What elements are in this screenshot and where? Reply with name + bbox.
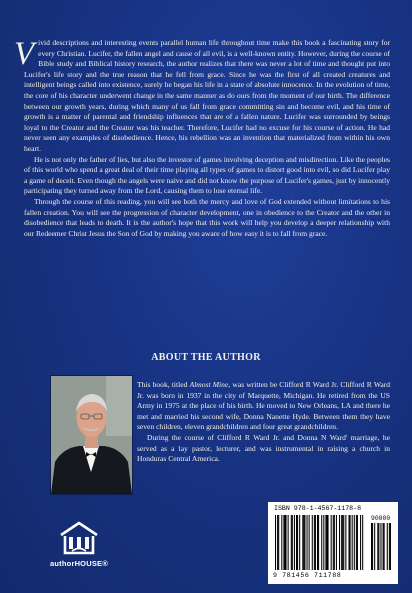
barcode-bar <box>345 515 346 570</box>
barcode-bar <box>339 515 340 570</box>
price-barcode-bar <box>390 523 391 570</box>
barcode-bar <box>341 515 342 570</box>
barcode-bar <box>309 515 310 570</box>
barcode-bar <box>291 515 292 570</box>
barcode-bar <box>325 515 326 570</box>
barcode-bar <box>304 515 305 570</box>
barcode-bar <box>336 515 337 570</box>
barcode-bar <box>314 515 315 570</box>
barcode-bar <box>352 515 353 570</box>
barcode-bar <box>357 515 358 570</box>
price-barcode-bar <box>371 523 372 570</box>
description-paragraph-2: He is not only the father of lies, but also the investor of games involving deception and misdirection. Like the peoples of this world who spend a great deal of their time playing all types of games to distort good into evil, so did Lucifer play a game of deceit. Even though the angels were naive and did not know the purpose of Lucifer's games, just by innocently participating they turned away from the Lord, causing them to lose eternal life. <box>24 154 390 196</box>
publisher-name: authorHOUSE® <box>50 559 108 568</box>
price-code: 90000 <box>371 515 391 522</box>
book-title: Almost Mine <box>189 380 229 389</box>
price-barcode-bar <box>372 523 373 570</box>
barcode-bar <box>312 515 313 570</box>
barcode-bar <box>307 515 308 570</box>
author-portrait-illustration <box>51 376 132 494</box>
barcode-bar <box>292 515 293 570</box>
authorhouse-house-icon <box>46 515 112 559</box>
barcode-bar <box>286 515 287 570</box>
barcode-bar <box>318 515 319 570</box>
barcode-bar <box>334 515 335 570</box>
barcode-bar <box>299 515 300 570</box>
barcode-bar <box>323 515 324 570</box>
barcode-bar <box>284 515 285 570</box>
barcode-bar <box>281 515 282 570</box>
barcode-bar <box>354 515 355 570</box>
barcode-bar <box>283 515 284 570</box>
barcode-bar <box>296 515 297 570</box>
price-barcode-bar <box>374 523 375 570</box>
barcode-bar <box>297 515 298 570</box>
isbn-label: ISBN 978-1-4567-1178-8 <box>274 505 362 512</box>
barcode-bar <box>349 515 350 570</box>
barcode-bar <box>278 515 279 570</box>
barcode-bar <box>356 515 357 570</box>
about-the-author-heading: ABOUT THE AUTHOR <box>151 352 261 363</box>
barcode-bar <box>321 515 322 570</box>
barcode-bar <box>328 515 329 570</box>
barcode-bar <box>317 515 318 570</box>
barcode-bar <box>350 515 351 570</box>
isbn-barcode <box>268 502 398 584</box>
barcode-bar <box>326 515 327 570</box>
barcode-bar <box>333 515 334 570</box>
barcode-bar <box>277 515 278 570</box>
price-barcode-bar <box>389 523 390 570</box>
description-paragraph-3: Through the course of this reading, you will see both the mercy and love of God extended without limitations to his fallen creation. You will see the progression of character development, one in obedience to the Creator and the other in disobedience that leads to death. It is the author's hope that this work will help you develop a deeper relationship with our Redeemer Christ Jesus the Son of God by making you aware of how easy it is to fall from grace. <box>24 196 390 238</box>
barcode-bars <box>269 503 397 583</box>
barcode-bar <box>362 515 363 570</box>
price-barcode-bar <box>377 523 378 570</box>
author-biography <box>137 380 390 465</box>
barcode-bar <box>342 515 343 570</box>
publisher-logo <box>46 515 112 575</box>
isbn-digits: 9 781456 711788 <box>273 572 342 579</box>
price-barcode-bar <box>383 523 384 570</box>
barcode-bar <box>294 515 295 570</box>
back-cover-description <box>14 36 390 239</box>
barcode-bar <box>331 515 332 570</box>
drop-cap: V <box>14 36 35 72</box>
description-paragraph-1: Vivid descriptions and interesting events parallel human life throughout time make this book a fascinating story for every Christian. Lucifer, the fallen angel and cause of all evil, is a well-known entity. However, during the course of Bible study and Biblical history research, the author realizes that there was never a lot of time and thought put into Lucifer's life story and the true reason that he fell from grace. Since he was the first of all created creatures and intelligent beings called into existence, surely he began his life in a state of absolute innocence. In the evolution of time, the core of his character underwent change in the same manner as do ours from the moment of our birth. The difference between our growth years, during which many of us fall from grace committing sin and become evil, and his time of growth is a matter of parental and friendship influences that are of a fallen nature. Lucifer was surrounded by beings loyal to the Creator and the Creator was his teacher. Therefore, Lucifer had no excuse for his course of action. He had never seen any examples of disobedience. Hence, his rebellion was an invention that materialized from within his own heart. <box>14 36 390 153</box>
barcode-bar <box>303 515 304 570</box>
barcode-bar <box>302 515 303 570</box>
barcode-bar <box>343 515 344 570</box>
price-barcode-bar <box>380 523 381 570</box>
barcode-bar <box>315 515 316 570</box>
author-bio-paragraph-2: During the course of Clifford R Ward Jr. and Donna N Ward' marriage, he served as a lay pastor, lecturer, and was instrumental in raising a church in Honduras Central America. <box>137 432 390 464</box>
price-barcode-bar <box>387 523 388 570</box>
price-barcode-bar <box>384 523 385 570</box>
barcode-bar <box>275 515 276 570</box>
price-barcode-bar <box>378 523 379 570</box>
author-bio-paragraph-1: This book, titled Almost Mine, was written be Clifford R Ward Jr. Clifford R Ward Jr. was born in 1937 in the city of Marquette, Michigan. He retired from the US Army in 1975 at the place of his birth. He moved to New Orleans, LA and there he met and married his second wife, Donna Nanette Hyde. Between them they have seven children, eleven grandchildren and four great grandchildren. <box>137 380 390 432</box>
author-photo <box>50 375 133 495</box>
barcode-bar <box>288 515 289 570</box>
barcode-bar <box>360 515 361 570</box>
